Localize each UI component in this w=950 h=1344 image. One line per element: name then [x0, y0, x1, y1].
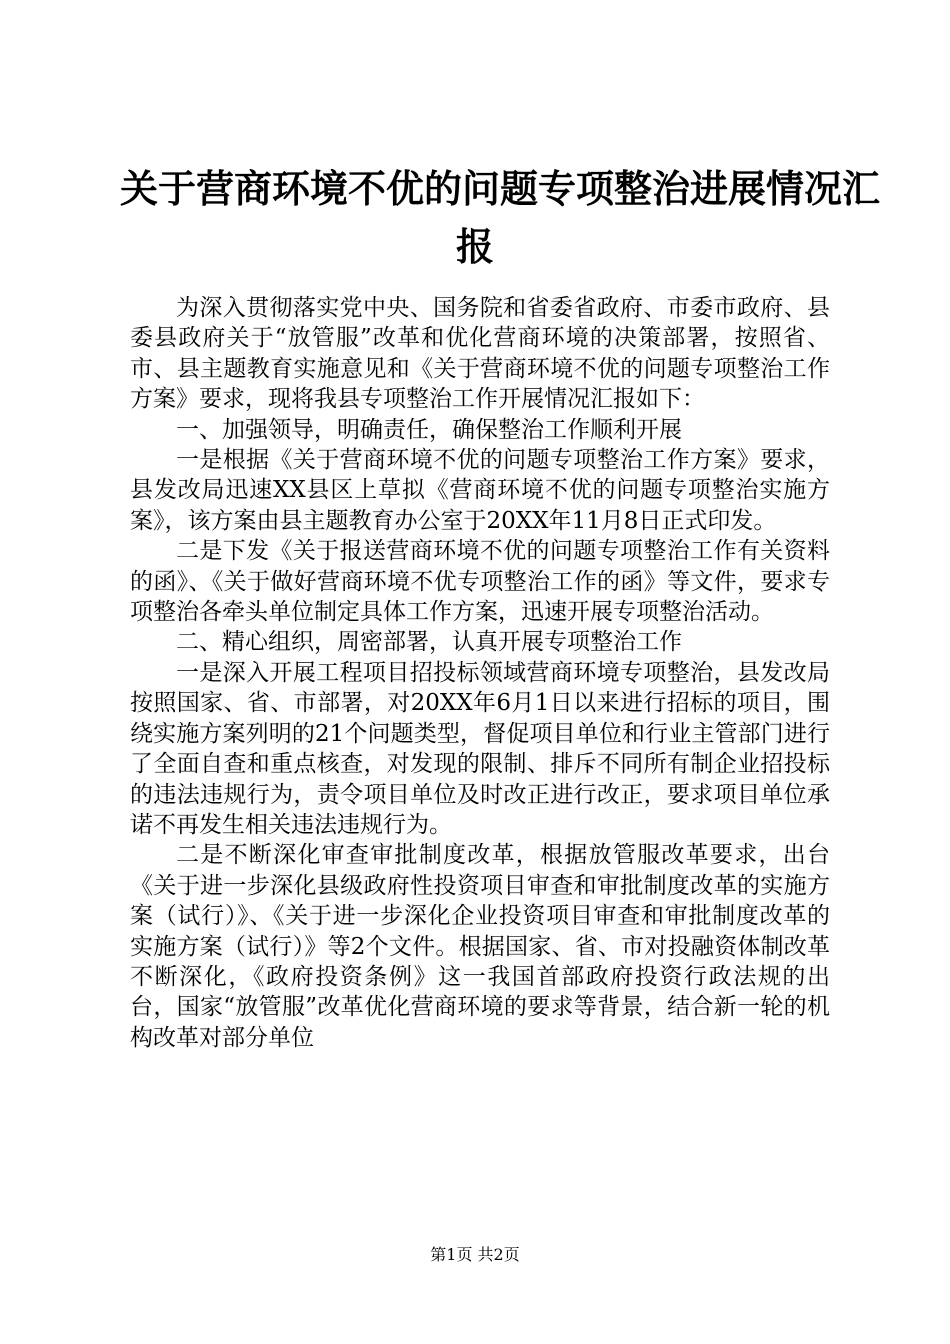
title-line-1: 关于营商环境不优的问题专项整治进展情况汇 — [120, 166, 881, 211]
section-heading-2: 二、精心组织，周密部署，认真开展专项整治工作 — [176, 629, 682, 656]
paragraph-2-2: 二是不断深化审查审批制度改革，根据放管服改革要求，出台《关于进一步深化县级政府性投资项目审查和审批制度改革的实施方案（试行）》、《关于进一步深化企业投资项目审查和审批制度改革的实施方案（试行）》等2个文件。根据国家、省、市对投融资体制改革不断深化，《政府投资条例》这一我国首部政府投资行政法规的出台，国家“放管服”改革优化营商环境的要求等背景，结合新一轮的机构改革对部分单位 — [130, 842, 830, 1051]
paragraph-1-1: 一是根据《关于营商环境不优的问题专项整治工作方案》要求，县发改局迅速XX县区上草拟《营商环境不优的问题专项整治实施方案》，该方案由县主题教育办公室于20XX年11月8日正式印发。 — [130, 447, 830, 534]
page-footer — [0, 1245, 950, 1265]
paragraph-intro: 为深入贯彻落实党中央、国务院和省委省政府、市委市政府、县委县政府关于“放管服”改革和优化营商环境的决策部署，按照省、市、县主题教育实施意见和《关于营商环境不优的问题专项整治工作方案》要求，现将我县专项整治工作开展情况汇报如下： — [130, 295, 830, 413]
paragraph-1-2: 二是下发《关于报送营商环境不优的问题专项整治工作有关资料的函》、《关于做好营商环境不优专项整治工作的函》等文件，要求专项整治各牵头单位制定具体工作方案，迅速开展专项整治活动。 — [130, 538, 830, 626]
paragraph-2-1: 一是深入开展工程项目招投标领域营商环境专项整治，县发改局按照国家、省、市部署，对20XX年6月1日以来进行招标的项目，围绕实施方案列明的21个问题类型，督促项目单位和行业主管部门进行了全面自查和重点核查，对发现的限制、排斥不同所有制企业招投标的违法违规行为，责令项目单位及时改正进行改正，要求项目单位承诺不再发生相关违法违规行为。 — [130, 659, 830, 838]
document-title — [120, 160, 881, 276]
page-number: 第1页 共2页 — [430, 1245, 520, 1264]
section-heading-1: 一、加强领导，明确责任，确保整治工作顺利开展 — [176, 416, 682, 443]
title-line-2: 报 — [455, 224, 494, 269]
document-body — [130, 293, 830, 1053]
